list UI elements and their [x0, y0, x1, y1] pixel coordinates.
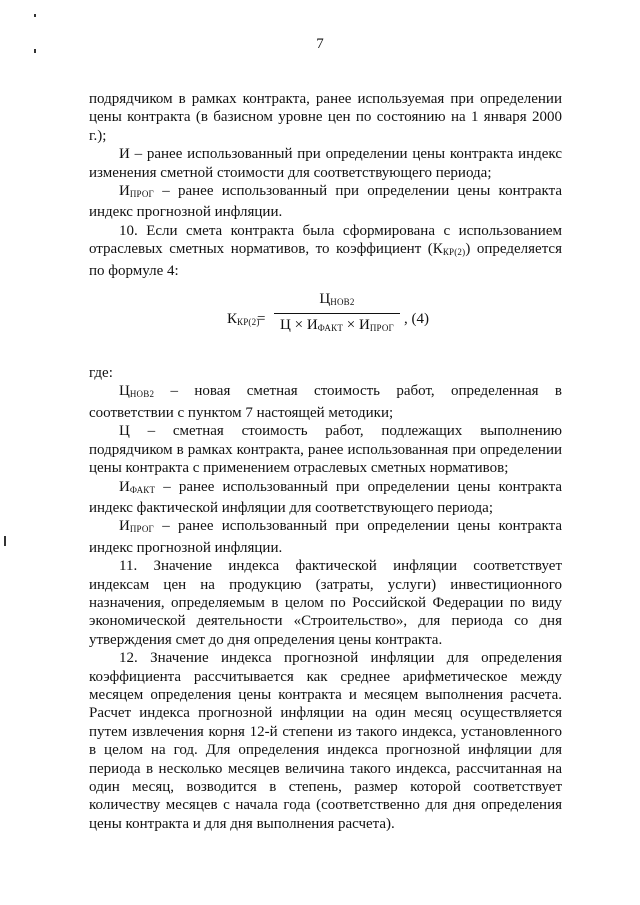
where-label: где:	[89, 365, 113, 382]
paragraph-continuation: подрядчиком в рамках контракта, ранее используемая при определении цены контракта (в базисном уровне цен по состоянию на 1 января 2000 г.);	[89, 91, 562, 144]
document-body	[89, 90, 562, 833]
section-11: 11. Значение индекса фактической инфляции соответствует индексам цен на продукцию (затраты, услуги) инвестиционного назначения, определяемым в целом по Российской Федерации по виду экономической деятельности «Строительство», для периода со дня утверждения смет до дня определения цены контракта.	[89, 558, 562, 648]
formula-equals: =	[257, 311, 266, 328]
scan-artifact	[4, 536, 6, 546]
formula-numerator: $Ц_{НОВ2}$	[274, 290, 400, 314]
formula-fraction	[274, 290, 400, 338]
definition-i-prog: $И_{ПРОГ}$ – ранее использованный при определении цены контракта индекс прогнозной инфляции.	[89, 518, 562, 556]
definition-i-fakt: $И_{ФАКТ}$ – ранее использованный при определении цены контракта индекс фактической инфляции для соответствующего периода;	[89, 478, 562, 516]
formula-4	[89, 288, 562, 360]
definition-c-nov2: $Ц_{НОВ2}$ – новая сметная стоимость работ, определенная в соответствии с пунктом 7 настоящей методики;	[89, 383, 562, 421]
paragraph-10: 10. Если смета контракта была сформирована с использованием отраслевых сметных нормативов, то коэффициент $(К_{КР(2)})$ определяется по формуле 4:	[89, 222, 562, 279]
definition-index-i: И – ранее использованный при определении цены контракта индекс изменения сметной стоимости для соответствующего периода;	[89, 146, 562, 181]
section-12: 12. Значение индекса прогнозной инфляции для определения коэффициента рассчитывается как среднее арифметическое между месяцем определения цены контракта и месяцем выполнения расчета. Расчет индекса прогнозной инфляции на один месяц осуществляется путем извлечения корня 12-й степени из такого индекса, установленного в целом на год. Для определения индекса прогнозной инфляции для периода в несколько месяцев величина такого индекса, рассчитанная на один месяц, возводится в степень, размер которой соответствует количеству месяцев с начала года (соответственно для дня определения цены контракта и для дня выполнения расчета).	[89, 650, 562, 832]
definition-c: Ц – сметная стоимость работ, подлежащих выполнению подрядчиком в рамках контракта, ранее использованная при определении цены контракта с применением отраслевых сметных нормативов;	[89, 423, 562, 477]
formula-number: , (4)	[404, 311, 429, 328]
page-number: 7	[316, 36, 324, 52]
definition-index-prog: $И_{ПРОГ}$ – ранее использованный при определении цены контракта индекс прогнозной инфляции.	[89, 183, 562, 221]
formula-lhs: $К_{КР(2)}$	[227, 311, 260, 328]
scan-artifact	[34, 14, 36, 17]
formula-denominator: $Ц \times И_{ФАКТ} \times И_{ПРОГ}$	[280, 317, 394, 334]
